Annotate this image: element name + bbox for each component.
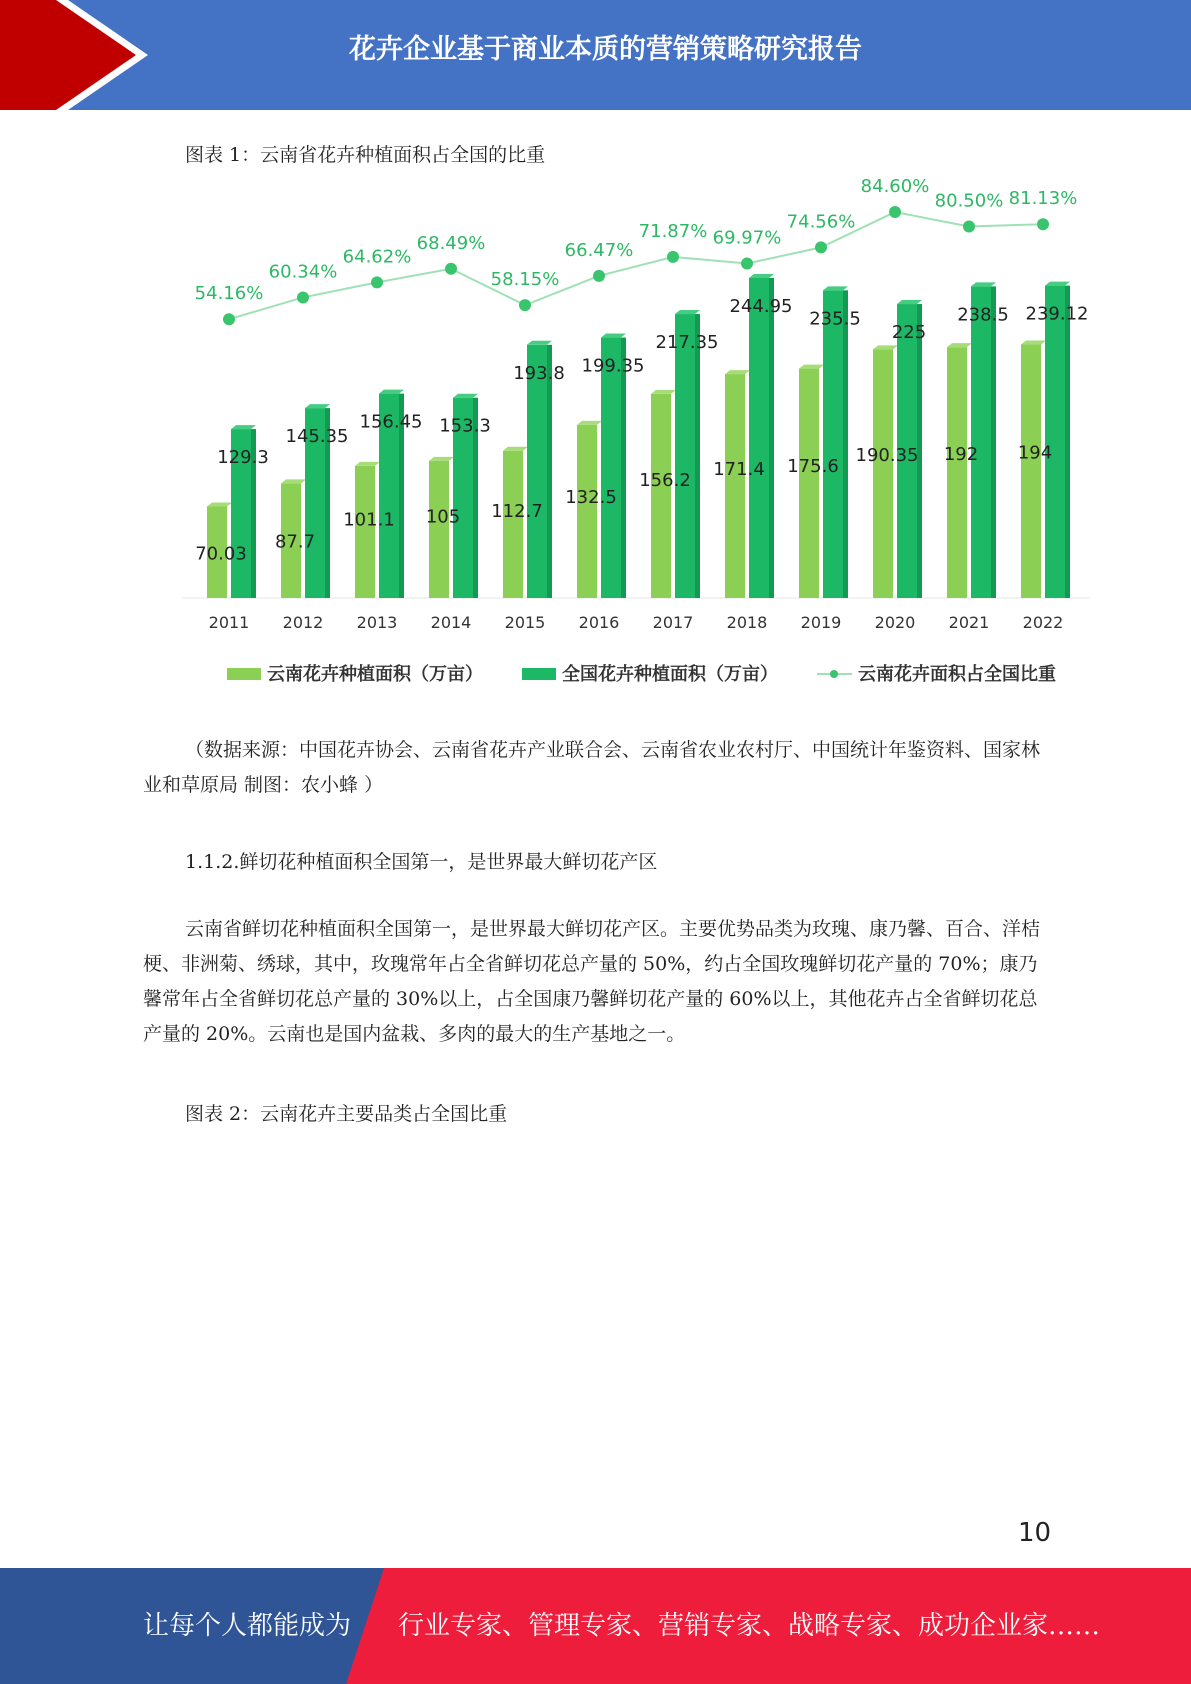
bar-national-top bbox=[379, 390, 404, 394]
bar-yunnan bbox=[577, 425, 597, 598]
ratio-point bbox=[223, 313, 235, 325]
report-title: 花卉企业基于商业本质的营销策略研究报告 bbox=[349, 34, 862, 65]
bar-national-top bbox=[675, 310, 700, 314]
bar-yunnan bbox=[355, 466, 375, 598]
bar-national-side bbox=[769, 278, 774, 598]
ratio-point bbox=[889, 206, 901, 218]
bar-label-national: 193.8 bbox=[513, 362, 565, 384]
footer-slogan-left: 让每个人都能成为 bbox=[143, 1611, 352, 1641]
bar-label-national: 199.35 bbox=[581, 355, 645, 377]
legend-swatch-ratio-dot bbox=[830, 670, 838, 678]
bar-national bbox=[823, 290, 843, 598]
bar-label-national: 235.5 bbox=[809, 308, 861, 330]
bar-yunnan-top bbox=[873, 345, 898, 349]
bar-label-yunnan: 171.4 bbox=[713, 458, 765, 480]
bar-label-national: 225 bbox=[891, 322, 927, 344]
bar-yunnan bbox=[503, 451, 523, 598]
bar-label-national: 129.3 bbox=[217, 447, 269, 469]
ratio-label: 64.62% bbox=[342, 246, 412, 268]
ratio-label: 81.13% bbox=[1008, 188, 1078, 210]
bar-national-side bbox=[1065, 286, 1070, 598]
bar-national-top bbox=[305, 404, 330, 408]
ratio-point bbox=[667, 251, 679, 263]
bar-national-top bbox=[1045, 282, 1070, 286]
bar-national-top bbox=[749, 274, 774, 278]
bar-label-yunnan: 87.7 bbox=[274, 531, 316, 553]
bar-label-yunnan: 101.1 bbox=[343, 509, 395, 531]
section-heading: 1.1.2.鲜切花种植面积全国第一，是世界最大鲜切花产区 bbox=[185, 851, 658, 873]
bar-yunnan bbox=[947, 347, 967, 598]
bar-yunnan-top bbox=[503, 447, 528, 451]
bar-label-yunnan: 112.7 bbox=[491, 501, 543, 523]
bar-national-top bbox=[231, 425, 256, 429]
ratio-point bbox=[371, 276, 383, 288]
bar-national-top bbox=[897, 300, 922, 304]
x-tick-label: 2017 bbox=[652, 613, 694, 632]
bar-national-side bbox=[991, 286, 996, 598]
ratio-label: 69.97% bbox=[712, 227, 782, 249]
bar-yunnan-top bbox=[725, 370, 750, 374]
bar-yunnan bbox=[429, 461, 449, 598]
bar-yunnan-top bbox=[947, 343, 972, 347]
bar-label-yunnan: 156.2 bbox=[639, 469, 691, 491]
bar-label-national: 145.35 bbox=[285, 426, 349, 448]
bar-yunnan bbox=[725, 374, 745, 598]
bar-label-national: 238.5 bbox=[957, 304, 1009, 326]
ratio-point bbox=[815, 241, 827, 253]
bar-label-national: 244.95 bbox=[729, 295, 793, 317]
ratio-label: 68.49% bbox=[416, 232, 486, 254]
x-tick-label: 2011 bbox=[208, 613, 250, 632]
ratio-label: 71.87% bbox=[638, 220, 708, 242]
x-tick-label: 2016 bbox=[578, 613, 620, 632]
bar-label-yunnan: 105 bbox=[425, 506, 461, 528]
bar-label-yunnan: 192 bbox=[943, 444, 979, 466]
bar-national bbox=[675, 314, 695, 598]
x-tick-label: 2018 bbox=[726, 613, 768, 632]
ratio-point bbox=[445, 263, 457, 275]
source-note: （数据来源：中国花卉协会、云南省花卉产业联合会、云南省农业农村厅、中国统计年鉴资料、国家林业和草原局 制图：农小蜂 ） bbox=[143, 739, 1041, 796]
figure1-chart bbox=[182, 176, 1090, 700]
bar-yunnan-top bbox=[1021, 341, 1046, 345]
bar-yunnan-top bbox=[355, 462, 380, 466]
x-tick-label: 2020 bbox=[874, 613, 916, 632]
bar-label-national: 153.3 bbox=[439, 415, 491, 437]
bar-yunnan-top bbox=[281, 479, 306, 483]
ratio-point bbox=[519, 299, 531, 311]
bar-yunnan-top bbox=[799, 365, 824, 369]
bar-national-top bbox=[527, 341, 552, 345]
bar-yunnan bbox=[799, 369, 819, 598]
bar-national-top bbox=[453, 394, 478, 398]
bar-national-top bbox=[601, 334, 626, 338]
figure2-caption: 图表 2：云南花卉主要品类占全国比重 bbox=[185, 1103, 508, 1125]
bar-national-top bbox=[971, 282, 996, 286]
bar-label-national: 239.12 bbox=[1025, 303, 1089, 325]
legend-label-national: 全国花卉种植面积（万亩） bbox=[562, 664, 778, 685]
page-header bbox=[0, 0, 1191, 110]
ratio-label: 60.34% bbox=[268, 261, 338, 283]
bar-national-top bbox=[823, 286, 848, 290]
ratio-point bbox=[593, 270, 605, 282]
legend-label-ratio: 云南花卉面积占全国比重 bbox=[858, 664, 1056, 685]
bar-label-yunnan: 175.6 bbox=[787, 455, 839, 477]
bar-yunnan-top bbox=[577, 421, 602, 425]
page-number: 10 bbox=[1018, 1518, 1052, 1548]
bar-yunnan-top bbox=[207, 503, 232, 507]
ratio-label: 74.56% bbox=[786, 211, 856, 233]
figure1-caption: 图表 1：云南省花卉种植面积占全国的比重 bbox=[185, 144, 546, 166]
bar-yunnan-top bbox=[429, 457, 454, 461]
ratio-label: 80.50% bbox=[934, 190, 1004, 212]
bar-national-side bbox=[843, 290, 848, 598]
legend-swatch-yunnan bbox=[227, 668, 261, 680]
body-paragraph: 云南省鲜切花种植面积全国第一，是世界最大鲜切花产区。主要优势品类为玫瑰、康乃馨、百合、洋桔梗、非洲菊、绣球，其中，玫瑰常年占全省鲜切花总产量的 50%，约占全国玫瑰鲜切花产量的 70%；康乃馨常年占全省鲜切花总产量的 30%以上，占全国康乃馨鲜切花产量的 60%以上，其他花卉占全省鲜切花总产量的 20%。云南也是国内盆栽、多肉的最大的生产基地之一。 bbox=[143, 918, 1041, 1045]
bar-national bbox=[971, 286, 991, 598]
ratio-label: 66.47% bbox=[564, 239, 634, 261]
ratio-point bbox=[297, 291, 309, 303]
x-tick-label: 2022 bbox=[1022, 613, 1064, 632]
bar-yunnan bbox=[651, 394, 671, 598]
legend-swatch-national bbox=[522, 668, 556, 680]
bar-national bbox=[601, 338, 621, 598]
ratio-point bbox=[741, 258, 753, 270]
footer-slogan-right: 行业专家、管理专家、营销专家、战略专家、成功企业家…… bbox=[398, 1611, 1101, 1641]
bar-yunnan bbox=[1021, 345, 1041, 598]
x-tick-label: 2015 bbox=[504, 613, 546, 632]
x-tick-label: 2012 bbox=[282, 613, 324, 632]
x-tick-label: 2013 bbox=[356, 613, 398, 632]
legend-label-yunnan: 云南花卉种植面积（万亩） bbox=[267, 664, 483, 685]
bar-national-side bbox=[621, 338, 626, 598]
bar-national-side bbox=[695, 314, 700, 598]
ratio-point bbox=[963, 220, 975, 232]
bar-label-yunnan: 132.5 bbox=[565, 486, 617, 508]
bar-yunnan-top bbox=[651, 390, 676, 394]
bar-national bbox=[749, 278, 769, 598]
x-tick-label: 2019 bbox=[800, 613, 842, 632]
x-tick-label: 2021 bbox=[948, 613, 990, 632]
bar-label-yunnan: 194 bbox=[1017, 442, 1053, 464]
bar-label-yunnan: 70.03 bbox=[195, 543, 247, 565]
ratio-label: 54.16% bbox=[194, 283, 264, 305]
bar-label-yunnan: 190.35 bbox=[855, 445, 919, 467]
bar-label-national: 156.45 bbox=[359, 411, 423, 433]
ratio-point bbox=[1037, 218, 1049, 230]
bar-yunnan bbox=[873, 349, 893, 598]
ratio-label: 84.60% bbox=[860, 176, 930, 198]
x-tick-label: 2014 bbox=[430, 613, 472, 632]
ratio-label: 58.15% bbox=[490, 269, 560, 291]
bar-label-national: 217.35 bbox=[655, 332, 719, 354]
chart-svg bbox=[182, 176, 1090, 700]
page-footer bbox=[0, 1568, 1191, 1684]
